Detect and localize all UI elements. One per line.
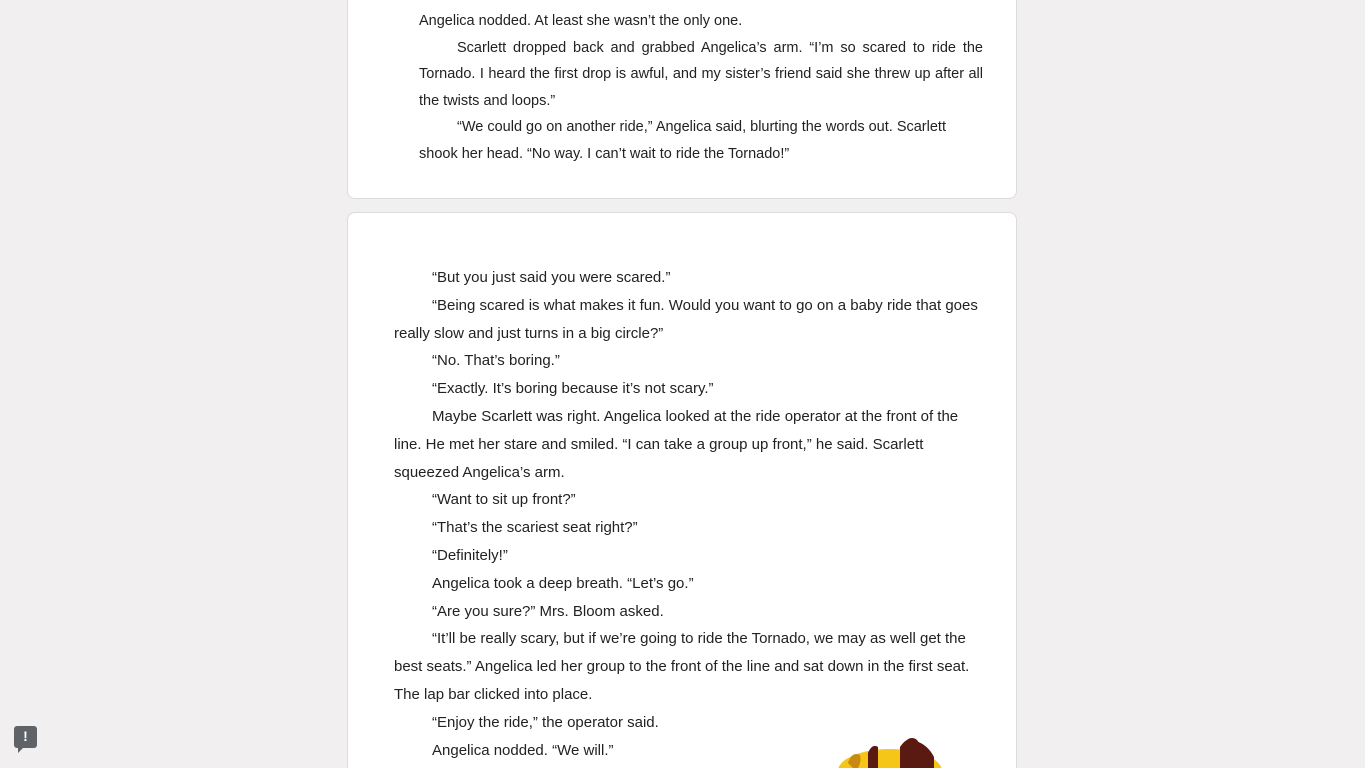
paragraph: Maybe Scarlett was right. Angelica looked at the ride operator at the front of the line. He met her stare and smiled. “I can take a group up front,” he said. Scarlett squeezed Angelica’s arm. bbox=[394, 407, 959, 481]
document-page-1 bbox=[347, 0, 1017, 199]
paragraph: “Definitely!” bbox=[432, 546, 508, 564]
seat-back-shape bbox=[868, 746, 878, 768]
page-2-text bbox=[394, 264, 988, 764]
feedback-icon-glyph: ! bbox=[23, 728, 28, 744]
paragraph: “No. That’s boring.” bbox=[432, 352, 560, 370]
paragraph: “Being scared is what makes it fun. Would you want to go on a baby ride that goes really slow and just turns in a big circle?” bbox=[394, 296, 978, 342]
paragraph: “Exactly. It’s boring because it’s not scary.” bbox=[432, 380, 714, 398]
paragraph: Angelica nodded. At least she wasn’t the only one. bbox=[419, 13, 743, 29]
page-1-text bbox=[419, 8, 983, 167]
paragraph: “That’s the scariest seat right?” bbox=[432, 519, 638, 537]
paragraph: Angelica took a deep breath. “Let’s go.” bbox=[432, 574, 694, 592]
roller-coaster-car-illustration bbox=[838, 737, 948, 768]
paragraph: Scarlett dropped back and grabbed Angelica’s arm. “I’m so scared to ride the Tornado. I heard the first drop is awful, and my sister’s friend said she threw up after all the twists and loops.” bbox=[419, 39, 983, 109]
paragraph: “Want to sit up front?” bbox=[432, 491, 576, 509]
paragraph: “It’ll be really scary, but if we’re going to ride the Tornado, we may as well get the best seats.” Angelica led her group to the front of the line and sat down in the first seat. The lap bar clicked into place. bbox=[394, 630, 970, 703]
paragraph: “We could go on another ride,” Angelica said, blurting the words out. Scarlett shook her head. “No way. I can’t wait to ride the Tornado!” bbox=[419, 119, 946, 162]
paragraph: “Enjoy the ride,” the operator said. bbox=[432, 713, 659, 731]
feedback-icon[interactable] bbox=[14, 726, 37, 748]
paragraph: Angelica nodded. “We will.” bbox=[432, 741, 614, 759]
rider-head-shape bbox=[905, 738, 919, 752]
document-page-2 bbox=[347, 212, 1017, 768]
paragraph: “Are you sure?” Mrs. Bloom asked. bbox=[432, 602, 664, 620]
paragraph: “But you just said you were scared.” bbox=[432, 269, 671, 286]
